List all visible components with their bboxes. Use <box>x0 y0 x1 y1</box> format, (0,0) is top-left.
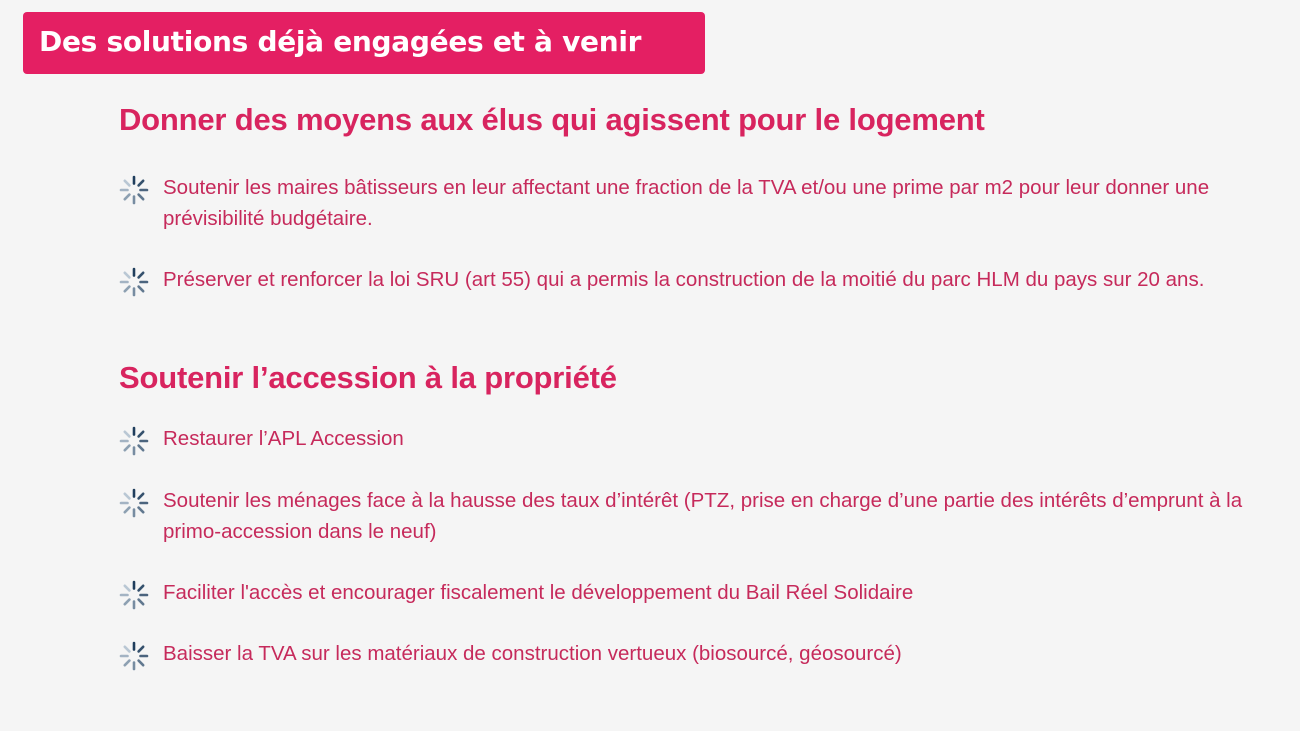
spinner-tick <box>125 432 130 437</box>
list-item-text: Baisser la TVA sur les matériaux de construction vertueux (biosourcé, géosourcé) <box>163 642 902 665</box>
spinner-tick <box>125 287 130 292</box>
loading-spinner-icon <box>119 580 149 610</box>
loading-spinner-icon <box>119 175 149 205</box>
spinner-tick <box>125 446 130 451</box>
spinner-tick <box>139 586 144 591</box>
spinner-tick <box>139 446 144 451</box>
spinner-tick <box>125 586 130 591</box>
list-item <box>119 485 1269 547</box>
loading-spinner-icon <box>119 426 149 456</box>
list-item <box>119 172 1269 234</box>
page-title: Des solutions déjà engagées et à venir <box>39 25 642 58</box>
spinner-tick <box>139 600 144 605</box>
spinner-tick <box>139 287 144 292</box>
loading-spinner-icon <box>119 641 149 671</box>
spinner-tick <box>139 647 144 652</box>
loading-spinner-icon <box>119 488 149 518</box>
spinner-tick <box>139 195 144 200</box>
spinner-tick <box>139 273 144 278</box>
list-item-text: Restaurer l’APL Accession <box>163 427 404 450</box>
spinner-tick <box>125 195 130 200</box>
spinner-tick <box>125 508 130 513</box>
section-heading-elus: Donner des moyens aux élus qui agissent pour le logement <box>119 102 985 137</box>
list-item-text: Soutenir les ménages face à la hausse des taux d’intérêt (PTZ, prise en charge d’une partie des intérêts d’emprunt à la primo-accession dans le neuf) <box>163 489 1243 543</box>
spinner-tick <box>125 181 130 186</box>
spinner-tick <box>125 273 130 278</box>
loading-spinner-icon <box>119 267 149 297</box>
spinner-tick <box>125 661 130 666</box>
section-heading-accession: Soutenir l’accession à la propriété <box>119 360 617 395</box>
list-item <box>119 638 1269 669</box>
spinner-tick <box>125 647 130 652</box>
list-item-text: Soutenir les maires bâtisseurs en leur affectant une fraction de la TVA et/ou une prime par m2 pour leur donner une prévisibilité budgétaire. <box>163 176 1210 230</box>
spinner-tick <box>139 432 144 437</box>
spinner-tick <box>125 494 130 499</box>
list-item <box>119 577 1269 608</box>
spinner-tick <box>125 600 130 605</box>
list-item <box>119 423 1269 454</box>
spinner-tick <box>139 181 144 186</box>
list-item-text: Préserver et renforcer la loi SRU (art 55) qui a permis la construction de la moitié du parc HLM du pays sur 20 ans. <box>163 268 1205 291</box>
title-banner <box>23 12 705 74</box>
spinner-tick <box>139 661 144 666</box>
spinner-tick <box>139 508 144 513</box>
spinner-tick <box>139 494 144 499</box>
list-item <box>119 264 1269 295</box>
list-item-text: Faciliter l'accès et encourager fiscalement le développement du Bail Réel Solidaire <box>163 581 914 604</box>
